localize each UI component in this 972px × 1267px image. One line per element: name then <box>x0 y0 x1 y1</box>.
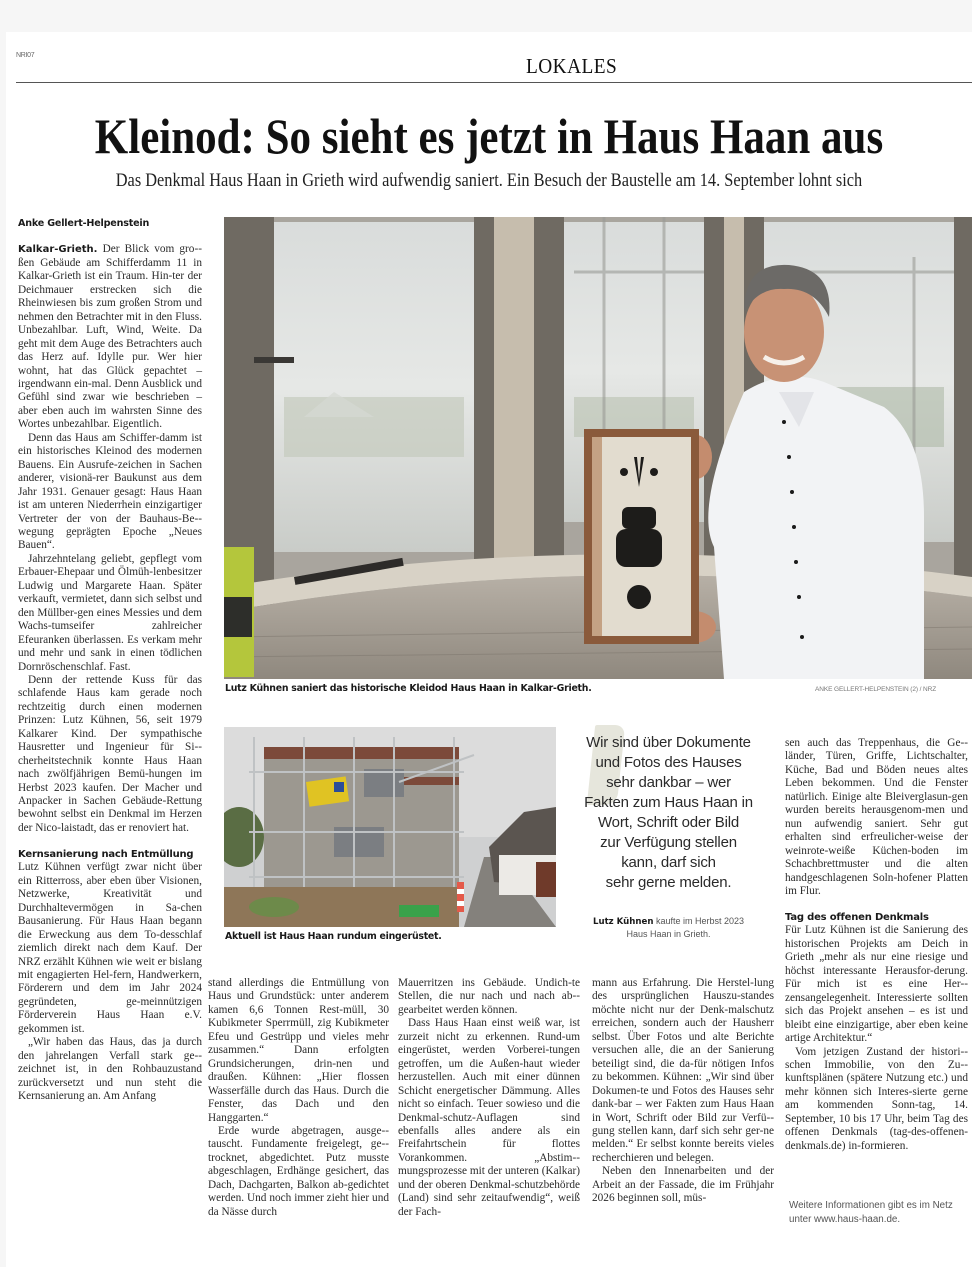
page-folio: NRI07 <box>16 52 35 59</box>
paragraph: Jahrzehntelang geliebt, gepflegt vom Erbauer-Ehepaar und Ölmüh-lenbesitzer Ludwig und Margarete Haan. Später verkauft, vermietet, dann sich selbst und den Müllber-gen eines Messies und dem Wachs-tumseifer zahlreicher Efeuranken überlassen. Es verkam mehr und mehr und sank in einen tödlichen Dornröschenschlaf. Fast. <box>18 552 202 673</box>
paragraph: Neben den Innenarbeiten und der Arbeit an der Fassade, die im Frühjahr 2026 beginnen soll, müs- <box>592 1165 774 1205</box>
paragraph: Vom jetzigen Zustand der histori-schen Immobilie, von den Zu-kunftsplänen (spätere Nutzung etc.) und mehr können sich Interes-sierte gerne am kommenden Sonn-tag, 14. September, 10 bis 17 Uhr, beim Tag des offenen Denkmals (tag-des-offenen-denkmals.de) in-formieren. <box>785 1045 968 1152</box>
byline: Anke Gellert-Helpenstein <box>18 218 150 229</box>
pull-quote-text: Wir sind über Dokumente und Fotos des Hauses sehr dankbar – wer Fakten zum Haus Haan in Wort, Schrift oder Bild zur Verfügung stellen kann, darf sich sehr gerne melden. <box>584 734 753 891</box>
article-column-2 <box>208 977 389 1219</box>
dateline: Kalkar-Grieth. <box>18 244 98 256</box>
subheading: Tag des offenen Denkmals <box>785 912 929 924</box>
photo-scaffolded-house <box>224 727 556 927</box>
main-photo <box>224 217 972 679</box>
article-column-5 <box>785 737 968 1153</box>
info-footer: Weitere Informationen gibt es im Netz unter www.haus-haan.de. <box>789 1200 953 1225</box>
photo-man-holding-switch-panel <box>224 217 972 679</box>
paragraph: Dass Haus Haan einst weiß war, ist zurzeit nicht zu erkennen. Rund-um eingerüstet, werden Vorberei-tungen getroffen, um die Außen-haut wieder herzustellen. Auch mit einer dünnen Schicht energetischer Dämmung. Alles nicht so einfach. Teuer sowieso und die Denkmal-schutz-Auflagen sind ebenfalls alles andere als ein Freifahrtschein für flottes Vorankommen. „Abstim-mungsprozesse mit der unteren (Kalkar) und der oberen Denkmal-schutzbehörde (Land) sind sehr zeitaufwendig“, weiß der Fach- <box>398 1017 580 1218</box>
pull-quote-attribution: Lutz Kühnen kaufte im Herbst 2023 Haus Haan in Grieth. <box>592 916 745 939</box>
article-column-4 <box>592 977 774 1206</box>
paragraph: stand allerdings die Entmüllung von Haus und Grundstück: unter anderem kamen 6,6 Tonnen Rest-müll, 30 Kubikmeter Sperrmüll, zig Kubikmeter Efeu und Gestrüpp und vieles mehr zusammen.“ Dann erfolgten Grundsicherungen, drin-nen und draußen. Kühnen: „Hier flossen Wasserfälle durch das Haus. Durch die Fenster, das Dach und den Hanggarten.“ <box>208 977 389 1124</box>
paragraph: Denn der rettende Kuss für das schlafende Haus kam gerade noch rechtzeitig durch einen modernen Prinzen: Lutz Kühnen, 56, seit 1979 Kalkarer Kind. Der sympathische Hausretter und Ingenieur für Si-cherheitstechnik konnte Haus Haan nach zwölfjährigen Bemü-hungen im Herbst 2023 kaufen. Der Macher und Anpacker in Sachen Gebäude-Rettung bewohnt selbst ein Denkmal im Herzen der Nico-laistadt, das er renoviert hat. <box>18 673 202 834</box>
paragraph: sen auch das Treppenhaus, die Ge-länder, Türen, Griffe, Lichtschalter, Küche, Bad und Böden neues altes Leben bekommen. Und die Fenster natürlich. Einige alte Bleiverglasun-gen wurden bereits herausgenom-men und nun aufwendig saniert. Sehr gut erhalten sind erfreulicher-weise der weinrote-weiße Küchen-boden im Schachbrettmuster und die alten handgeschlagenen Soln-hofener Platten im Flur. <box>785 737 968 897</box>
paragraph: Lutz Kühnen verfügt zwar nicht über ein Ritterross, aber eben über Visionen, Netzwerke, Kreativität und Durchhaltevermögen in Sa-chen Bausanierung. Für Haus Haan begann die Erweckung aus dem To-desschlaf ziemlich direkt nach dem Kauf. Der NRZ erzählt Kühnen wie weit er bislang mit engagierten Hel-fern, Handwerkern, Förderern und dem im Jahr 2024 gegründeten, ge-meinnützigen Förderverein Haus Haan e.V. gekommen ist. <box>18 861 202 1035</box>
paragraph: Für Lutz Kühnen ist die Sanierung des historischen Projekts am Deich in Grieth „mehr als nur eine riesige und höchst interessante Herausfor-derung. Für mich ist es eine Her-zensangelegenheit. Interessierte sollten sich das Projekt ansehen – es ist und bleibt eine einzigartige, aber eben keine artige Architektur.“ <box>785 924 968 1045</box>
paragraph: Denn das Haus am Schiffer-damm ist ein historisches Kleinod des modernen Bauens. Ein Ausrufe-zeichen in Sachen anderer, visionä-rer Baukunst aus dem Jahr 1931. Genauer gesagt: Haus Haan ist am unteren Niederrhein einzigartiger Vertreter der von der Bauhaus-Be-wegung geprägten Epoche „Neues Bauen“. <box>18 431 202 552</box>
pull-quote <box>561 725 776 955</box>
subheadline: Das Denkmal Haus Haan in Grieth wird aufwendig saniert. Ein Besuch der Baustelle am 14. September lohnt sich <box>115 170 863 191</box>
paragraph: Mauerritzen ins Gebäude. Undich-te Stellen, die nur nach und nach ab-gearbeitet werden können. <box>398 977 580 1016</box>
paragraph: mann aus Erfahrung. Die Herstel-lung des ursprünglichen Hauszu-standes möchte nicht nur der Denk-malschutz erreichen, sondern auch der Hausherr selbst. Über Fotos und alte Berichte versuchen alle, die an der Sanierung beteiligt sind, die da-für nötigen Infos zu bekommen. Kühnen: „Wir sind über Dokumen-te und Fotos des Hauses sehr dank-bar – wer Fakten zum Haus Haan in Wort, Schrift oder Bild zur Verfü-gung stellen kann, darf sich sehr ger-ne melden.“ Er selbst konnte bereits vieles recherchieren und belegen. <box>592 977 774 1164</box>
article-column-1 <box>18 217 202 1104</box>
paragraph: „Wir haben das Haus, das ja durch den jahrelangen Verfall stark ge-zeichnet ist, in den Rohbauzustand zurückversetzt und nun steht die Kernsanierung an. Am Anfang <box>18 1036 202 1103</box>
section-title: LOKALES <box>526 54 618 78</box>
photo-credit: ANKE GELLERT-HELPENSTEIN (2) / NRZ <box>815 686 937 693</box>
second-photo-caption: Aktuell ist Haus Haan rundum eingerüstet. <box>225 931 442 942</box>
second-photo <box>224 727 556 927</box>
section-rule <box>16 82 972 83</box>
headline: Kleinod: So sieht es jetzt in Haus Haan aus <box>94 108 884 164</box>
paragraph: Erde wurde abgetragen, ausge-tauscht. Fundamente freigelegt, ge-trocknet, abgedichtet. Putz musste abgeschlagen, Erdhänge gesichert, das Dach, Dachgarten, Balkon ab-gedichtet werden. Und noch immer zieht hier und da Nässe durch <box>208 1124 389 1218</box>
article-column-3 <box>398 977 580 1219</box>
paragraph: Kalkar-Grieth. Der Blick vom gro-ßen Gebäude am Schifferdamm 11 in Kalkar-Grieth ist ein Traum. Hin-ter der Deichmauer erstrecken sich die Rheinwiesen bis zum großen Strom und nehmen den Betrachter mit in den Fluss. Unbezahlbar. Luft, Wind, Weite. Da geht mit dem Auge des Betrachters auch das Herz auf. Idylle pur. Wer hier wohnt, hat das Glück gepachtet – irgendwann ein-mal. Denn Ausblick und Gefühl sind zwar wie beschrieben – aber eben auch im wahrsten Sinne des Wortes unbezahlbar. Eigentlich. <box>18 243 202 431</box>
main-photo-caption: Lutz Kühnen saniert das historische Kleidod Haus Haan in Kalkar-Grieth. <box>225 683 592 694</box>
newspaper-page <box>6 32 972 1267</box>
subheading: Kernsanierung nach Entmüllung <box>18 849 194 861</box>
